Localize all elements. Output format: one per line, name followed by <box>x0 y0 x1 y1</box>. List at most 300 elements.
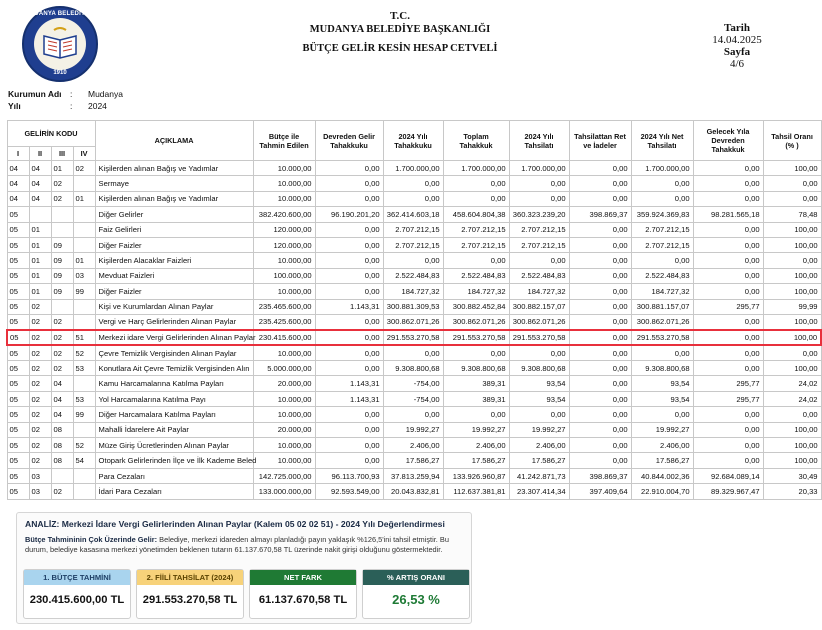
code-iii: 02 <box>51 345 73 360</box>
accrual-value: -754,00 <box>383 391 443 406</box>
code-ii: 04 <box>29 161 51 176</box>
carried-value: 96.190.201,20 <box>315 207 383 222</box>
total-value: 112.637.381,81 <box>443 484 509 499</box>
total-value: 1.700.000,00 <box>443 161 509 176</box>
net-value: 2.707.212,15 <box>631 237 693 252</box>
budget-value: 10.000,00 <box>253 176 315 191</box>
table-row <box>7 453 821 468</box>
code-i: 04 <box>7 176 29 191</box>
analysis-body: Belediye, merkezi idareden almayı planladığı payın yaklaşık %126,5'ini tahsil etmiştir. Bu durum, belediye kasasına merkezi yönetimden beklenen tutarın 61.137.670,58 TL üzerinde nakit girişi olduğunu göstermektedir. <box>25 535 449 554</box>
code-iii: 02 <box>51 191 73 206</box>
total-value: 133.926.960,87 <box>443 468 509 483</box>
collected-value: 300.882.157,07 <box>509 299 569 314</box>
code-iv <box>73 207 95 222</box>
code-iv <box>73 237 95 252</box>
carried-value: 0,00 <box>315 237 383 252</box>
code-i: 05 <box>7 330 29 345</box>
net-value: 300.881.157,07 <box>631 299 693 314</box>
next-value: 0,00 <box>693 438 763 453</box>
total-value: 300.882.452,84 <box>443 299 509 314</box>
budget-value: 20.000,00 <box>253 376 315 391</box>
date-label: Tarih <box>724 22 750 34</box>
total-value: 17.586,27 <box>443 453 509 468</box>
budget-value: 10.000,00 <box>253 345 315 360</box>
next-value: 295,77 <box>693 376 763 391</box>
code-ii: 03 <box>29 484 51 499</box>
collected-value: 291.553.270,58 <box>509 330 569 345</box>
refund-header: Tahsilattan Ret ve İadeler <box>569 121 631 161</box>
table-row-highlighted <box>7 330 821 345</box>
municipality-logo <box>22 6 98 82</box>
code-col-1: I <box>7 147 29 161</box>
budget-value: 10.000,00 <box>253 161 315 176</box>
refund-value: 0,00 <box>569 222 631 237</box>
row-description: Kişi ve Kurumlardan Alınan Paylar <box>95 299 253 314</box>
logo-emblem <box>34 18 86 70</box>
code-iv: 02 <box>73 161 95 176</box>
refund-value: 0,00 <box>569 361 631 376</box>
code-ii: 02 <box>29 361 51 376</box>
budget-value: 10.000,00 <box>253 191 315 206</box>
carried-value: 92.593.549,00 <box>315 484 383 499</box>
rate-value: 100,00 <box>763 314 821 329</box>
desc-header: AÇIKLAMA <box>95 121 253 161</box>
row-description: Konutlara Ait Çevre Temizlik Vergisinden Alın <box>95 361 253 376</box>
code-iii: 04 <box>51 391 73 406</box>
card-value: 291.553.270,58 TL <box>142 594 238 606</box>
code-iv: 52 <box>73 438 95 453</box>
budget-value: 20.000,00 <box>253 422 315 437</box>
code-iv <box>73 376 95 391</box>
net-value: 22.910.004,70 <box>631 484 693 499</box>
refund-value: 0,00 <box>569 453 631 468</box>
net-value: 300.862.071,26 <box>631 314 693 329</box>
code-ii: 02 <box>29 345 51 360</box>
code-iii <box>51 222 73 237</box>
card-label: NET FARK <box>250 570 356 585</box>
total-value: 0,00 <box>443 253 509 268</box>
code-i: 05 <box>7 438 29 453</box>
accrual-value: 2.707.212,15 <box>383 237 443 252</box>
collected-value: 23.307.414,34 <box>509 484 569 499</box>
collected-value: 41.242.871,73 <box>509 468 569 483</box>
refund-value: 0,00 <box>569 422 631 437</box>
code-ii: 02 <box>29 391 51 406</box>
refund-value: 398.869,37 <box>569 207 631 222</box>
net-difference-card <box>249 569 357 619</box>
total-value: 0,00 <box>443 191 509 206</box>
net-value: 291.553.270,58 <box>631 330 693 345</box>
collected-value: 93,54 <box>509 391 569 406</box>
code-i: 05 <box>7 422 29 437</box>
next-value: 0,00 <box>693 422 763 437</box>
date-value: 14.04.2025 <box>712 34 762 46</box>
analysis-title: ANALİZ: Merkezi İdare Vergi Gelirlerinden Alınan Paylar (Kalem 05 02 02 51) - 2024 Yılı Değerlendirmesi <box>25 519 445 529</box>
table-row <box>7 345 821 360</box>
document-header <box>230 10 570 54</box>
total-value: 300.862.071,26 <box>443 314 509 329</box>
card-label: 1. BÜTÇE TAHMİNİ <box>24 570 130 585</box>
code-iv: 03 <box>73 268 95 283</box>
table-row <box>7 438 821 453</box>
net-value: 2.406,00 <box>631 438 693 453</box>
code-i: 05 <box>7 284 29 299</box>
code-iii: 04 <box>51 407 73 422</box>
carried-value: 1.143,31 <box>315 299 383 314</box>
collected-value: 2.707.212,15 <box>509 222 569 237</box>
carried-value: 0,00 <box>315 345 383 360</box>
code-iv: 52 <box>73 345 95 360</box>
code-iii: 09 <box>51 268 73 283</box>
next-value: 98.281.565,18 <box>693 207 763 222</box>
refund-value: 0,00 <box>569 237 631 252</box>
code-iii: 09 <box>51 237 73 252</box>
row-description: Kamu Harcamalarına Katılma Payları <box>95 376 253 391</box>
code-iii <box>51 299 73 314</box>
carried-value: 1.143,31 <box>315 376 383 391</box>
net-value: 0,00 <box>631 345 693 360</box>
code-iii: 01 <box>51 161 73 176</box>
refund-value: 0,00 <box>569 391 631 406</box>
net-value: 19.992,27 <box>631 422 693 437</box>
refund-value: 0,00 <box>569 345 631 360</box>
collected-value: 93,54 <box>509 376 569 391</box>
code-ii: 02 <box>29 299 51 314</box>
next-value: 0,00 <box>693 407 763 422</box>
code-i: 05 <box>7 453 29 468</box>
carried-value: 0,00 <box>315 422 383 437</box>
code-i: 05 <box>7 484 29 499</box>
code-ii: 04 <box>29 176 51 191</box>
collected-value: 0,00 <box>509 407 569 422</box>
code-iv <box>73 176 95 191</box>
table-row <box>7 422 821 437</box>
table-row <box>7 268 821 283</box>
refund-value: 0,00 <box>569 299 631 314</box>
revenue-table-body <box>7 161 821 500</box>
refund-value: 0,00 <box>569 176 631 191</box>
analysis-lead: Bütçe Tahmininin Çok Üzerinde Gelir: <box>25 535 158 544</box>
rate-value: 100,00 <box>763 161 821 176</box>
carried-value: 0,00 <box>315 161 383 176</box>
code-i: 05 <box>7 391 29 406</box>
collected-value: 2.707.212,15 <box>509 237 569 252</box>
next-value: 0,00 <box>693 268 763 283</box>
net-value: 0,00 <box>631 407 693 422</box>
refund-value: 0,00 <box>569 284 631 299</box>
code-iii: 02 <box>51 330 73 345</box>
budget-estimate-card <box>23 569 131 619</box>
accrual-value: 0,00 <box>383 191 443 206</box>
accrual-value: 0,00 <box>383 345 443 360</box>
accrual-value: 1.700.000,00 <box>383 161 443 176</box>
year-label: Yılı <box>8 101 21 111</box>
rate-value: 100,00 <box>763 284 821 299</box>
code-i: 05 <box>7 299 29 314</box>
code-col-2: II <box>29 147 51 161</box>
total-value: 291.553.270,58 <box>443 330 509 345</box>
code-ii: 01 <box>29 284 51 299</box>
carried-value: 0,00 <box>315 284 383 299</box>
refund-value: 0,00 <box>569 191 631 206</box>
code-iii: 08 <box>51 453 73 468</box>
net-value: 0,00 <box>631 191 693 206</box>
collected-value: 2.522.484,83 <box>509 268 569 283</box>
row-description: Mevduat Faizleri <box>95 268 253 283</box>
year-value: 2024 <box>88 101 107 111</box>
code-i: 05 <box>7 222 29 237</box>
accrual-value: 362.414.603,18 <box>383 207 443 222</box>
carried-value: 0,00 <box>315 268 383 283</box>
next-value: 0,00 <box>693 345 763 360</box>
code-ii: 02 <box>29 422 51 437</box>
code-i: 05 <box>7 314 29 329</box>
code-iv: 54 <box>73 453 95 468</box>
code-i: 04 <box>7 161 29 176</box>
row-description: Para Cezaları <box>95 468 253 483</box>
total-value: 2.707.212,15 <box>443 237 509 252</box>
budget-value: 133.000.000,00 <box>253 484 315 499</box>
budget-value: 100.000,00 <box>253 268 315 283</box>
organization-name: MUDANYA BELEDİYE BAŞKANLIĞI <box>309 24 491 35</box>
card-label: 2. FİİLİ TAHSİLAT (2024) <box>137 570 243 585</box>
table-row <box>7 253 821 268</box>
document-meta: Kurumun Adı : Mudanya Yılı : 2024 <box>8 89 123 111</box>
row-description: Otopark Gelirlerinden İlçe ve İlk Kademe Beled <box>95 453 253 468</box>
table-row <box>7 284 821 299</box>
rate-value: 0,00 <box>763 345 821 360</box>
next-value: 92.684.089,14 <box>693 468 763 483</box>
card-value: 61.137.670,58 TL <box>258 594 348 606</box>
accrual-value: 2.406,00 <box>383 438 443 453</box>
net-value: 40.844.002,36 <box>631 468 693 483</box>
code-iv: 53 <box>73 361 95 376</box>
accrual-value: 9.308.800,68 <box>383 361 443 376</box>
code-ii: 01 <box>29 237 51 252</box>
next-value: 0,00 <box>693 176 763 191</box>
code-group-header: GELİRİN KODU <box>7 121 95 147</box>
row-description: Müze Giriş Ücretlerinden Alınan Paylar <box>95 438 253 453</box>
rate-value: 100,00 <box>763 237 821 252</box>
table-row <box>7 484 821 499</box>
accrual-value: 37.813.259,94 <box>383 468 443 483</box>
collected-value: 19.992,27 <box>509 422 569 437</box>
increase-rate-card <box>362 569 470 619</box>
code-iv: 51 <box>73 330 95 345</box>
table-row <box>7 191 821 206</box>
row-description: Merkezi idare Vergi Gelirlerinden Alınan Paylar <box>95 330 253 345</box>
total-value: 389,31 <box>443 391 509 406</box>
carried-value: 0,00 <box>315 176 383 191</box>
accrual-value: 20.043.832,81 <box>383 484 443 499</box>
carried-value: 0,00 <box>315 330 383 345</box>
next-value: 0,00 <box>693 191 763 206</box>
rate-value: 100,00 <box>763 361 821 376</box>
date-page-block <box>692 22 782 70</box>
carried-value: 0,00 <box>315 361 383 376</box>
table-row <box>7 314 821 329</box>
code-col-3: III <box>51 147 73 161</box>
next-value: 295,77 <box>693 391 763 406</box>
accrual-header: 2024 Yılı Tahakkuku <box>383 121 443 161</box>
code-iv: 99 <box>73 407 95 422</box>
accrual-value: 17.586,27 <box>383 453 443 468</box>
total-value: 0,00 <box>443 407 509 422</box>
carried-value: 0,00 <box>315 191 383 206</box>
rate-value: 78,48 <box>763 207 821 222</box>
next-value: 0,00 <box>693 314 763 329</box>
collected-value: 300.862.071,26 <box>509 314 569 329</box>
rate-value: 0,00 <box>763 176 821 191</box>
code-ii: 02 <box>29 407 51 422</box>
budget-value: 10.000,00 <box>253 407 315 422</box>
net-value: 93,54 <box>631 376 693 391</box>
budget-header: Bütçe ile Tahmin Edilen <box>253 121 315 161</box>
table-row <box>7 299 821 314</box>
code-ii: 02 <box>29 438 51 453</box>
book-emblem-icon <box>40 24 80 64</box>
code-i: 05 <box>7 237 29 252</box>
refund-value: 398.869,37 <box>569 468 631 483</box>
code-iii: 09 <box>51 284 73 299</box>
code-iv: 53 <box>73 391 95 406</box>
table-row <box>7 161 821 176</box>
rate-value: 0,00 <box>763 407 821 422</box>
code-i: 05 <box>7 376 29 391</box>
next-value: 295,77 <box>693 299 763 314</box>
rate-value: 99,99 <box>763 299 821 314</box>
code-ii: 01 <box>29 253 51 268</box>
accrual-value: 184.727,32 <box>383 284 443 299</box>
carried-value: 0,00 <box>315 222 383 237</box>
budget-value: 382.420.600,00 <box>253 207 315 222</box>
code-ii: 03 <box>29 468 51 483</box>
rate-value: 0,00 <box>763 191 821 206</box>
budget-value: 10.000,00 <box>253 438 315 453</box>
next-value: 89.329.967,47 <box>693 484 763 499</box>
total-value: 2.707.212,15 <box>443 222 509 237</box>
card-value: 230.415.600,00 TL <box>29 594 125 606</box>
total-value: 0,00 <box>443 345 509 360</box>
accrual-value: 0,00 <box>383 407 443 422</box>
next-value: 0,00 <box>693 330 763 345</box>
net-value: 184.727,32 <box>631 284 693 299</box>
collected-value: 184.727,32 <box>509 284 569 299</box>
analysis-panel <box>16 512 472 624</box>
code-iv <box>73 222 95 237</box>
refund-value: 0,00 <box>569 407 631 422</box>
net-value: 359.924.369,83 <box>631 207 693 222</box>
code-iv: 99 <box>73 284 95 299</box>
tc-label: T.C. <box>390 10 410 22</box>
rate-value: 24,02 <box>763 376 821 391</box>
row-description: Kişilerden alınan Bağış ve Yadımlar <box>95 191 253 206</box>
accrual-value: 291.553.270,58 <box>383 330 443 345</box>
code-iv <box>73 484 95 499</box>
collected-value: 1.700.000,00 <box>509 161 569 176</box>
carried-value: 96.113.700,93 <box>315 468 383 483</box>
net-value: 17.586,27 <box>631 453 693 468</box>
code-ii: 02 <box>29 376 51 391</box>
total-value: 2.406,00 <box>443 438 509 453</box>
accrual-value: -754,00 <box>383 376 443 391</box>
row-description: Faiz Gelirleri <box>95 222 253 237</box>
refund-value: 0,00 <box>569 438 631 453</box>
logo-text: MUDANYA BELEDİYESİ <box>24 11 96 17</box>
code-iv <box>73 299 95 314</box>
total-value: 2.522.484,83 <box>443 268 509 283</box>
code-iv <box>73 314 95 329</box>
code-i: 04 <box>7 191 29 206</box>
net-value: 1.700.000,00 <box>631 161 693 176</box>
code-iv <box>73 422 95 437</box>
collected-value: 9.308.800,68 <box>509 361 569 376</box>
rate-value: 100,00 <box>763 330 821 345</box>
code-i: 05 <box>7 253 29 268</box>
total-value: 458.604.804,38 <box>443 207 509 222</box>
accrual-value: 300.862.071,26 <box>383 314 443 329</box>
code-iv: 01 <box>73 253 95 268</box>
rate-value: 100,00 <box>763 453 821 468</box>
row-description: İdari Para Cezaları <box>95 484 253 499</box>
code-iii: 08 <box>51 422 73 437</box>
rate-value: 100,00 <box>763 222 821 237</box>
code-ii: 01 <box>29 268 51 283</box>
carried-value: 0,00 <box>315 407 383 422</box>
analysis-text <box>17 529 471 554</box>
code-i: 05 <box>7 207 29 222</box>
carried-value: 0,00 <box>315 314 383 329</box>
code-iii: 02 <box>51 484 73 499</box>
next-value: 0,00 <box>693 161 763 176</box>
table-row <box>7 361 821 376</box>
next-value: 0,00 <box>693 222 763 237</box>
code-iii: 09 <box>51 253 73 268</box>
net-value: 2.707.212,15 <box>631 222 693 237</box>
row-description: Diğer Faizler <box>95 284 253 299</box>
refund-value: 0,00 <box>569 330 631 345</box>
actual-collection-card <box>136 569 244 619</box>
net-value: 9.308.800,68 <box>631 361 693 376</box>
page-label: Sayfa <box>723 46 751 58</box>
code-ii: 01 <box>29 222 51 237</box>
institution-label: Kurumun Adı <box>8 89 62 99</box>
rate-value: 24,02 <box>763 391 821 406</box>
institution-value: Mudanya <box>88 89 123 99</box>
card-value: 26,53 % <box>392 592 440 607</box>
budget-value: 235.465.600,00 <box>253 299 315 314</box>
row-description: Yol Harcamalarına Katılma Payı <box>95 391 253 406</box>
row-description: Kişilerden alınan Bağış ve Yadımlar <box>95 161 253 176</box>
table-row <box>7 407 821 422</box>
next-value: 0,00 <box>693 453 763 468</box>
row-description: Kişilerden Alacaklar Faizleri <box>95 253 253 268</box>
accrual-value: 2.522.484,83 <box>383 268 443 283</box>
code-iv <box>73 468 95 483</box>
carried-value: 0,00 <box>315 253 383 268</box>
budget-value: 120.000,00 <box>253 237 315 252</box>
total-value: 389,31 <box>443 376 509 391</box>
next-value: 0,00 <box>693 361 763 376</box>
table-row <box>7 207 821 222</box>
code-iii: 02 <box>51 176 73 191</box>
code-iii: 02 <box>51 361 73 376</box>
code-col-4: IV <box>73 147 95 161</box>
accrual-value: 0,00 <box>383 253 443 268</box>
total-value: 19.992,27 <box>443 422 509 437</box>
refund-value: 0,00 <box>569 376 631 391</box>
budget-value: 10.000,00 <box>253 453 315 468</box>
